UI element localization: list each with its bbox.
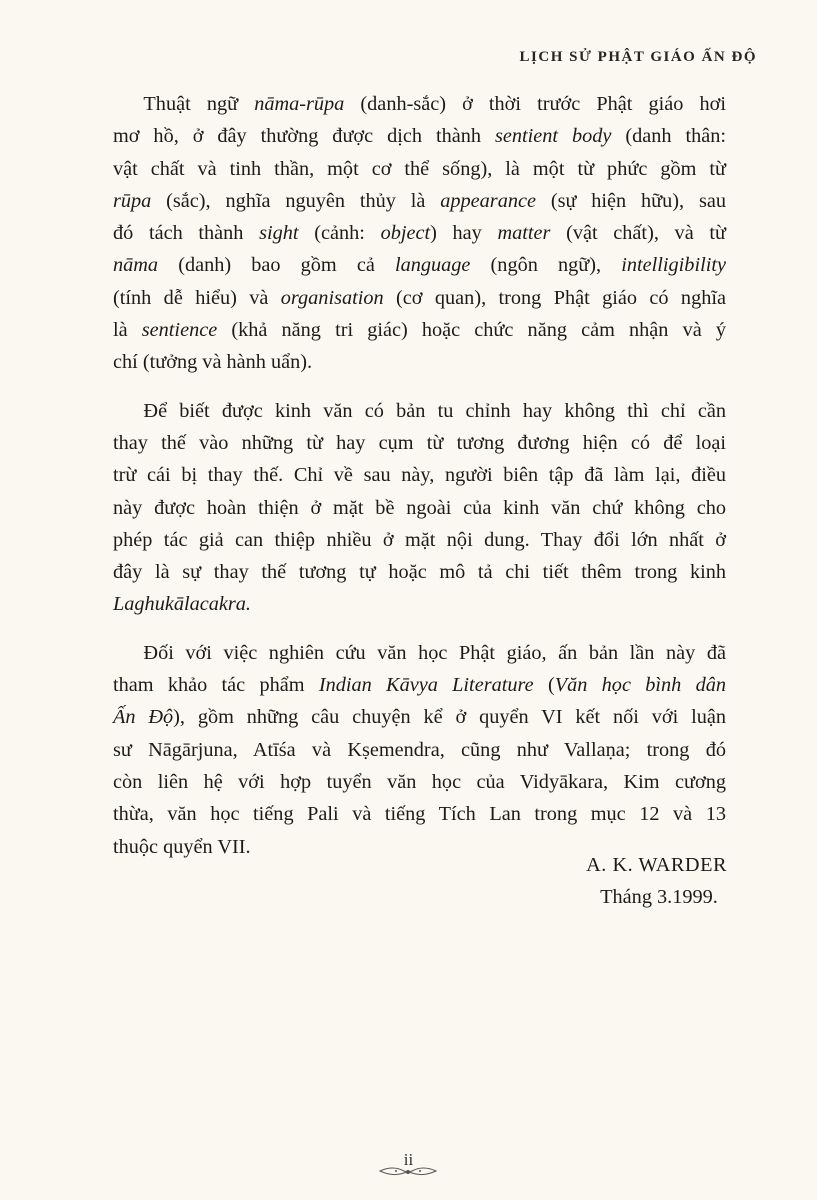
text-line: sư Nāgārjuna, Atīśa và Kṣemendra, cũng như Vallaṇa; trong đó [113,738,726,761]
text-line: đây là sự thay thế tương tự hoặc mô tả chi tiết thêm trong kinh [113,561,726,584]
text-line: nāma (danh) bao gồm cả language (ngôn ngữ), intelligibility [113,254,726,277]
text-line: thay thế vào những từ hay cụm từ tương đương hiện có để loại [113,431,726,454]
page-number: ii [403,1150,414,1169]
paragraph-1 [113,88,726,379]
text-line: Thuật ngữ nāma-rūpa (danh-sắc) ở thời trước Phật giáo hơi [143,93,726,115]
paragraph-2 [113,395,726,621]
text-line: mơ hồ, ở đây thường được dịch thành sentient body (danh thân: [113,125,727,148]
text-line: chí (tưởng và hành uẩn). [113,351,313,374]
author-name: A. K. WARDER [586,854,727,876]
signature-block [586,849,727,913]
text-line: rūpa (sắc), nghĩa nguyên thủy là appearance (sự hiện hữu), sau [113,189,726,212]
text-line: đó tách thành sight (cảnh: object) hay matter (vật chất), và từ [113,222,726,245]
signature-date: Tháng 3.1999. [600,886,718,908]
body-text [113,88,726,879]
text-line: tham khảo tác phẩm Indian Kāvya Literature (Văn học bình dân [113,674,726,697]
text-line: trừ cái bị thay thế. Chỉ về sau này, người biên tập đã làm lại, điều [113,464,726,487]
text-line: Đối với việc nghiên cứu văn học Phật giáo, ấn bản lần này đã [143,641,726,664]
text-line: Để biết được kinh văn có bản tu chỉnh hay không thì chỉ cần [143,399,726,422]
footer-ornament-icon [378,1163,438,1179]
text-line: (tính dễ hiểu) và organisation (cơ quan), trong Phật giáo có nghĩa [113,286,726,309]
text-line: thuộc quyển VII. [113,835,251,858]
text-line: thừa, văn học tiếng Pali và tiếng Tích Lan trong mục 12 và 13 [113,803,726,826]
text-line: này được hoàn thiện ở mặt bề ngoài của kinh văn chứ không cho [113,496,726,519]
text-line: Ấn Độ), gồm những câu chuyện kể ở quyển VI kết nối với luận [113,706,726,729]
text-line: phép tác giả can thiệp nhiều ở mặt nội dung. Thay đổi lớn nhất ở [113,528,726,551]
text-line: là sentience (khả năng tri giác) hoặc chức năng cảm nhận và ý [113,319,726,342]
paragraph-3 [113,637,726,863]
text-line: Laghukālacakra. [113,593,252,616]
running-header: LỊCH SỬ PHẬT GIÁO ẤN ĐỘ [519,49,757,65]
text-line: vật chất và tinh thần, một cơ thể sống), là một từ phức gồm từ [113,157,726,180]
text-line: còn liên hệ với hợp tuyển văn học của Vidyākara, Kim cương [113,770,726,793]
